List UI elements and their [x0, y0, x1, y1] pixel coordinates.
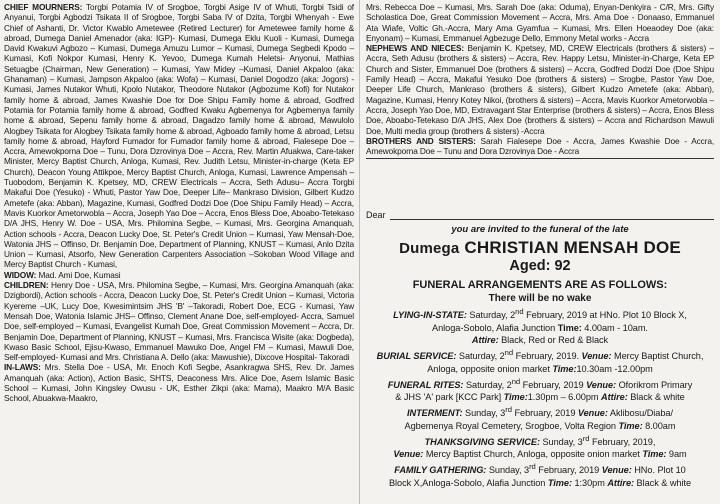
rites-date: Saturday, 2 [463, 379, 512, 390]
arrangements-title: FUNERAL ARRANGEMENTS ARE AS FOLLOWS: [412, 279, 668, 291]
rites-time: 1.30pm – 6.00pm [527, 392, 602, 403]
mourners-column [0, 0, 358, 504]
widow-heading: WIDOW: [4, 269, 37, 280]
family-gathering [366, 461, 714, 489]
rites-venue: Oforikrom Primary [616, 379, 693, 390]
lying-date-rest: February, 2019 at HNo. Plot 10 Block X, [523, 310, 687, 321]
funeral-rites [366, 376, 714, 404]
gathering-attire-label: Attire: [607, 477, 635, 488]
children-heading: CHILDREN: [4, 280, 49, 291]
lying-attire-label: Attire: [471, 335, 499, 346]
rites-venue-label: Venue: [586, 379, 617, 390]
rites-date-suffix: nd [511, 376, 521, 386]
gathering-venue-label: Venue: [601, 465, 632, 476]
interment [366, 404, 714, 432]
lying-attire: Black, Red or Red & Black [498, 335, 609, 346]
rites-attire: Black & white [627, 392, 685, 403]
interment-date-suffix: rd [505, 405, 512, 415]
interment-label: INTERMENT: [407, 408, 463, 419]
rites-time-label: Time: [503, 392, 528, 403]
burial-date-suffix: nd [504, 348, 514, 358]
thanksgiving-date: Sunday, 3 [539, 436, 583, 447]
gathering-label: FAMILY GATHERING: [394, 465, 487, 476]
in-laws-heading: IN-LAWS: [4, 362, 41, 373]
nephews-text: Benjamin K. Kpetsey, MD, CREW Electricals (brothers & sisters) – Accra, Seth Adusu (brothers & sisters) – Accra, Rev. Happy Letsu, Minister-in-Charge, Keta EP Church and Sister, Emmanuel Doe (brothers & sisters) – Accra, Godfred Dodzi Doe (Doe Shipu Family Head) – Accra, Makafui Yesuko Doe (brothers & sisters) – Srogbe, Pastor Yaw Doe, Deeper Life Church, Mankraso (brothers & sisters), Gilbert Kudzo Ametefe (aka: Abban), Magazine, Kumasi, Henry Kotey Nikoi, (brothers & sisters) – Accra, Mavis Kuorkor Ametorwobla – Accra, Joseph Yao Doe, MD, Extravagant Star Enterprise (brothers & sisters) – Accra, Enos Bless Doe, Aboabo-Tetekaso D/A JHS, Alex Doe (brothers & sisters) – Accra and Richardson Mawuli Doe, Multi media group (brothers & sisters) -Accra [366, 43, 714, 136]
interment-time-label: Time: [618, 420, 643, 431]
children-text: Henry Doe - USA, Mrs. Philomina Segbe, – Kumasi, Mrs. Georgina Amanquah (aka: Dzigbordi), Action schools - Accra, Deacon Lucky Doe, St. Peter's Credit Union – Kumasi, Victoria Kyereme –UK, Lucy Doe, Kwesimintsim JHS 'B' –Takoradi, Robert Doe, ECG - Kumasi, Yaw Mensah Doe, Watonia Islamic JHS– Offinso, Clement Anane Doe, self-employed- Accra, Samuel Doe, self-employed – Kumasi, Evangelist Kumah Doe, Great Commission Movement – Accra, Dr. Benjamin Doe, Department of Planning, KNUST – Kumasi, Mrs. Francisca Wisite (aka: Dogbeda), Kwaso Basic School, Ejisu-Kwaso, Emmanuel Mawuko Doe, Angel FM – Kumasi, Mawuli Doe, Self-employed- Kumasi and Mrs. Christiana A. Dello (aka: Mawushie), Dixcove Hospital- Takoradi [4, 280, 354, 363]
siblings-heading: BROTHERS AND SISTERS: [366, 135, 476, 146]
thanksgiving-venue: Mercy Baptist Church, Anloga, opposite onion market [423, 449, 643, 460]
arrangements-list [366, 306, 714, 490]
rites-venue-rest: & JHS 'A' park [KCC Park] [395, 392, 504, 403]
rites-attire-label: Attire: [601, 392, 628, 403]
widow-text: Mad. Ami Doe, Kumasi [36, 269, 121, 280]
invite-line: you are invited to the funeral of the late [451, 224, 629, 235]
burial-label: BURIAL SERVICE: [376, 351, 457, 362]
gathering-venue-rest: Block X,Anloga-Sobolo, Alafia Junction [388, 477, 548, 488]
interment-time: 8.00am [642, 420, 676, 431]
lying-label: LYING-IN-STATE: [393, 310, 467, 321]
dear-row [366, 210, 714, 220]
gathering-date: Sunday, 3 [486, 465, 530, 476]
chief-mourners-text: Torgbi Potamia IV of Srogboe, Torgbi Asige IV of Whuti, Torgbi Tsidi of Anyanui, Torgbi Agbodzi Tsikata II of Srogboe, Torgbi Saba IV of Dzita, Torgbi Whenyah - Ewe Chief of Ashanti, Dr. Victor Kwablo Ametewee (Retired Lecturer) for Ametewee family home & abroad, Dumega Daniel Amenador (aka: IGP)- Kumasi, Dumega Eklu Kuoli - Kumasi, Dumega David Kwakuvi Agbozo – Kumasi, Dumega Amuzu Lumor – Kumasi, Dumega Segbedi Kpodo – Kumasi, Kofi Nokpor Kumasi, Henry K. Yevoo, Dumega Kumah Heletsi- Anyonui, Mathias Setuagbe (Chairman, New Generation) – Kumasi, Yaw Midey –Kumasi, Daniel Akpaloo (aka: Ghanaman) – Kumasi, Jampson Akpaloo (aka: Wofa) – Kumasi, Daniel Dogodzo (aka: Jogors) - Kumasi, James Nutakor Whuti, Kpolo Nutakor, Theodore Nutakor (Agbozume Kofi) for Nutakor family home & abroad, James Kwashie Doe for Doe Shipu Family home & abroad, Godfred Potamia for Potamia family home & abroad, Godfred Kwaku Agbemenya for Agbemenya family home & abroad, Sepenu family home & abroad, Dagadzo family home & abroad, Mawulolo Alogbey Tsikata for Alogbey Tsikata family home & abroad, Agboado family home & abroad, Letsu family home & abroad, Hayford Fumador for Fumador family home & abroad, Fialesepe Doe – Accra, Amewokporna Doe – Tunu, Dora Dzrovinya Doe – Accra, Rev. Martin Afuakwa, Care-taker Minister, Mercy Baptist Church, Anloga, Kumasi, Rev. Judith Letsu, Minister-in-charge (Keta EP Church), Deacon Young Attikpoe, Mercy Baptist Church, Anloga, Kumasi, Lawrence Ampensah –Tuobodom, Benjamin K. Kpetsey, MD, CREW Electricals – Accra, Seth Adusu– Accra Torgbi Makafui Doe (Yesuko) - Whuti, Pastor Yaw Doe, Deeper Life– Mankraso Division, Gilbert Kudzo Ametefe (aka: Abban), Magazine, Kumasi, Godfred Dodzi Doe (Doe Shipu Family Head) – Accra, Mavis Kuorkor Ametorwobla – Accra, Joseph Yao Doe – Accra, Enos Bless Doe, Aboabo-Tetekaso D/A JHS, Henry W. Doe - USA, Mrs. Philomina Segbe, – Kumasi, Mrs. Georgina Amanquah, Action schools - Accra, Deacon Lucky Doe, St. Peter's Credit Union – Kumasi, Yaw Mensah-Doe, Watonia JHS – Offinso, Dr. Benjamin Doe, Department of Planning, KNUST – Kumasi, Anlo Dzita Union – Kumasi, Atsorfo, New Generation Carpenters Association –Sokoban Wood Village and Mercy Baptist Church - Kumasi, [4, 2, 355, 270]
burial-date-rest: February, 2019. [513, 351, 582, 362]
siblings-text: Sarah Fialesepe Doe - Accra, James Kwashie Doe - Accra, Amewokporna Doe – Tunu and Dora Dzrovinya Doe - Accra [366, 135, 714, 157]
in-laws-text: Mrs. Stella Doe - USA, Mr. Enoch Kofi Segbe, Asankragwa SHS, Rev. Dr. James Amanquah (aka: Action), Action Basic, SHTS, Deaconess Mrs. Alice Doe, Asem Islamic Basic School – Kumasi, John Kingsley Owusu - UK, Esther Zikpi (aka: Mama), Maakro M/A Basic School, Abuakwa-Maakro, [4, 362, 354, 404]
deceased-age: Aged: 92 [509, 258, 571, 274]
burial-service [366, 347, 714, 375]
interment-venue-label: Venue: [577, 408, 608, 419]
section-separator [366, 158, 714, 159]
lying-in-state [366, 306, 714, 347]
interment-venue: Aklibosu/Diaba/ [607, 408, 673, 419]
thanksgiving-venue-label: Venue: [393, 449, 424, 460]
chief-mourners-heading: CHIEF MOURNERS: [4, 2, 83, 12]
thanksgiving-label: THANKSGIVING SERVICE: [424, 436, 540, 447]
burial-venue-label: Venue: [581, 351, 612, 362]
lying-venue: Anloga-Sobolo, Alafia Junction [432, 322, 558, 333]
lying-date: Saturday, 2 [466, 310, 516, 321]
interment-date-rest: February, 2019 [511, 408, 578, 419]
deceased-title: Dumega [399, 240, 460, 257]
thanksgiving-service [366, 433, 714, 461]
dear-label: Dear [366, 210, 386, 220]
nephews-heading: NEPHEWS AND NIECES: [366, 43, 465, 54]
burial-venue-rest: Anloga, opposite onion market [427, 363, 553, 374]
deceased-name [366, 238, 714, 258]
lying-time-label: Time: [557, 322, 582, 333]
gathering-venue: HNo. Plot 10 [631, 465, 686, 476]
no-wake-notice: There will be no wake [488, 293, 592, 304]
lying-date-suffix: nd [515, 307, 524, 316]
burial-date: Saturday, 2 [456, 351, 505, 362]
gathering-time-label: Time: [547, 477, 572, 488]
gathering-time: 1:30pm [571, 477, 608, 488]
thanksgiving-date-rest: February, 2019, [589, 436, 656, 447]
column-divider [359, 0, 360, 504]
rites-label: FUNERAL RITES: [387, 379, 464, 390]
right-column [362, 0, 718, 504]
thanksgiving-date-suffix: rd [582, 433, 590, 443]
burial-time: 10.30am -12.00pm [576, 363, 653, 374]
dear-blank-line [390, 210, 714, 220]
rites-date-rest: February, 2019 [520, 379, 587, 390]
interment-date: Sunday, 3 [462, 408, 506, 419]
burial-venue: Mercy Baptist Church, [611, 351, 704, 362]
relatives-block [366, 2, 714, 196]
gathering-attire: Black & white [634, 477, 692, 488]
lying-time: 4.00am - 10am. [581, 322, 648, 333]
burial-time-label: Time: [552, 363, 577, 374]
interment-venue-rest: Agbemenya Royal Cemetery, Srogboe, Volta Region [404, 420, 619, 431]
deceased-full-name: CHRISTIAN MENSAH DOE [464, 238, 681, 257]
in-laws-continuation: Mrs. Rebecca Doe – Kumasi, Mrs. Sarah Doe (aka: Oduma), Enyan-Denkyira - C/R, Mrs. Gifty Scholastica Doe, Great Commission Movement – Accra, Mrs. Ama Doe - Donaaso, Emmanuel Ata Wiafe, Voltic Gh.-Accra, Mary Ama Gyamfua – Kumasi, Mrs. Ellen Hoeaodey Doe (aka: Enyonam) – Kumasi, Emmanuel Agbezuge Dello, Emmony Metal works - Accra [366, 2, 714, 43]
thanksgiving-time: 9am [666, 449, 687, 460]
thanksgiving-time-label: Time: [642, 449, 667, 460]
gathering-date-suffix: rd [529, 462, 536, 472]
gathering-date-rest: February, 2019 [535, 465, 602, 476]
